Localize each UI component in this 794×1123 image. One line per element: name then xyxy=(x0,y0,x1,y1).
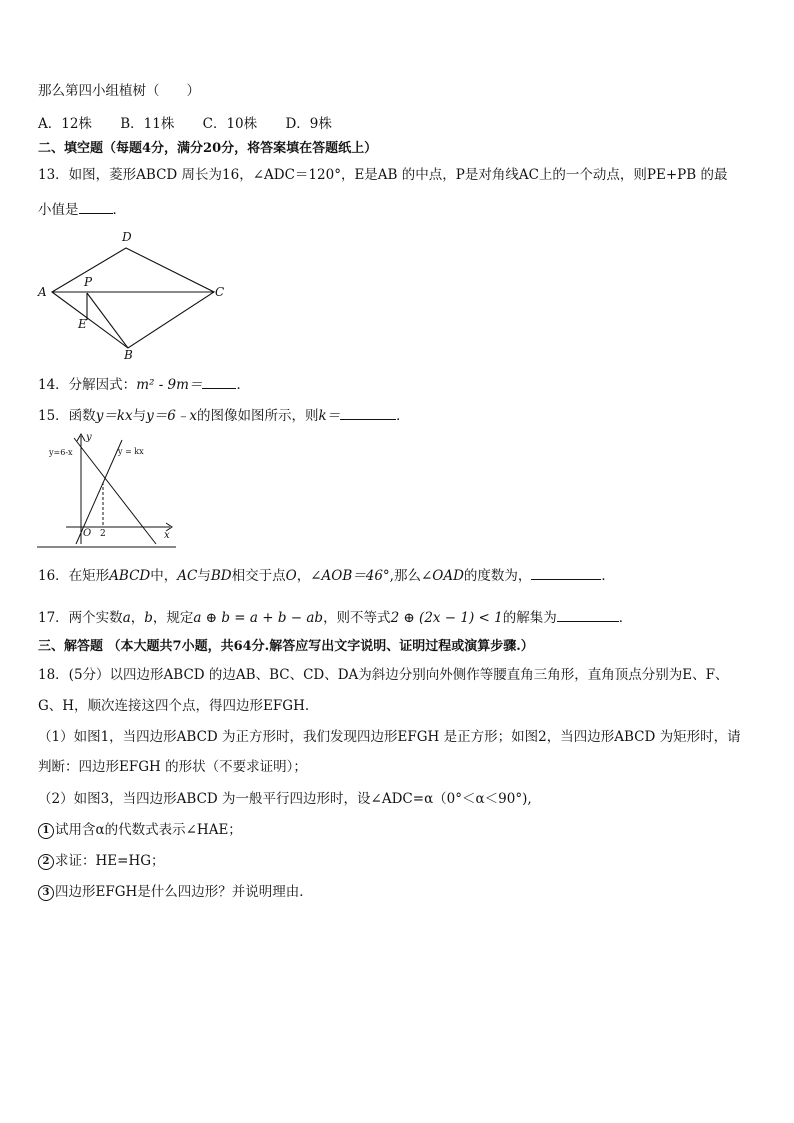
circled-number-1: 1 xyxy=(38,823,54,839)
q16-mid5: ,那么 xyxy=(389,568,421,584)
q18-sub1 xyxy=(38,821,242,839)
q18-line2: G、H，顺次连接这四个点，得四边形EFGH. xyxy=(38,698,310,714)
q16-bd: BD xyxy=(210,568,232,584)
q16-ac: AC xyxy=(177,568,198,584)
q15-function-1: y＝kx xyxy=(95,408,133,424)
q17 xyxy=(38,608,632,627)
q17-answer-blank xyxy=(557,608,619,622)
label-a: A xyxy=(38,285,47,299)
q16-angle2: ∠OAD xyxy=(420,568,464,584)
q17-mid2: ，则不等式 xyxy=(323,610,391,626)
label-p: P xyxy=(84,275,93,289)
section3-title: 三、解答题 （本大题共7小题，共64分.解答应写出文字说明、证明过程或演算步骤.） xyxy=(38,639,534,654)
label-b: B xyxy=(124,348,133,362)
q18-line1: 18．(5分）以四边形ABCD 的边AB、BC、CD、DA为斜边分别向外侧作等腰直角三角形，直角顶点分别为E、F、 xyxy=(38,667,729,683)
q14-answer-blank xyxy=(202,375,236,389)
q12-option-c: C．10株 xyxy=(202,116,258,132)
q13-answer-blank xyxy=(79,200,113,214)
q18-sub3 xyxy=(38,883,313,901)
q17-prefix: 17．两个实数 xyxy=(38,610,123,626)
q12-stem: 那么第四小组植树（ ） xyxy=(38,83,200,99)
label-origin: O xyxy=(83,528,92,539)
q18-sub1-text: 试用含α的代数式表示∠HAE； xyxy=(55,822,242,838)
q17-mid: ，规定 xyxy=(152,610,194,626)
q16-suffix: ． xyxy=(601,568,615,584)
q16-angle: ∠AOB＝46° xyxy=(310,568,390,584)
q15-function-graph xyxy=(36,430,181,552)
q18-part1-line2: 判断：四边形EFGH 的形状（不要求证明）； xyxy=(38,759,307,775)
q16-rest: 的度数为， xyxy=(463,568,532,584)
q13-rhombus-figure xyxy=(34,228,234,362)
q16-mid4: ， xyxy=(296,568,311,584)
segment-pb xyxy=(87,293,128,348)
q17-rule: a ⊕ b = a + b − ab xyxy=(193,610,324,626)
label-c: C xyxy=(215,285,225,299)
q12-options xyxy=(38,115,332,133)
q12-option-a: A．12株 xyxy=(38,116,92,132)
q15-suffix: ． xyxy=(396,408,410,424)
q15-function-2: y＝6﹣x xyxy=(146,408,197,424)
q16-mid1: 中， xyxy=(150,568,178,584)
q12-option-b: B．11株 xyxy=(120,116,175,132)
q18-part2: （2）如图3，当四边形ABCD 为一般平行四边形时，设∠ADC=α（0°＜α＜90°), xyxy=(38,791,532,807)
circled-number-2: 2 xyxy=(38,854,54,870)
q14-suffix: ． xyxy=(236,377,250,393)
label-y-kx: y = kx xyxy=(118,447,144,456)
q16-prefix: 16．在矩形 xyxy=(38,568,110,584)
q15-answer-blank xyxy=(340,406,396,420)
q15-k: k＝ xyxy=(318,408,341,424)
q13-line2 xyxy=(38,200,126,219)
label-y-axis: y xyxy=(86,432,92,443)
q18-sub3-text: 四边形EFGH是什么四边形？并说明理由． xyxy=(55,884,313,900)
rhombus-outline xyxy=(52,248,214,348)
label-d: D xyxy=(122,230,132,244)
q17-a: a xyxy=(122,610,131,626)
label-tick-2: 2 xyxy=(100,529,106,539)
q14-expression: m² - 9m＝ xyxy=(136,377,203,393)
q17-rest: 的解集为 xyxy=(502,610,557,626)
q16 xyxy=(38,566,615,585)
q17-comma: ， xyxy=(130,610,145,626)
q16-mid3: 相交于点 xyxy=(231,568,286,584)
q15 xyxy=(38,406,410,425)
q14 xyxy=(38,375,250,394)
q15-rest: 的图像如图所示，则 xyxy=(196,408,319,424)
q13-suffix: ． xyxy=(112,202,126,218)
q17-inequality: 2 ⊕ (2x − 1) < 1 xyxy=(390,610,503,626)
q16-mid2: 与 xyxy=(197,568,211,584)
q15-prefix: 15．函数 xyxy=(38,408,96,424)
q18-part1-line1: （1）如图1，当四边形ABCD 为正方形时，我们发现四边形EFGH 是正方形；如图2，当四边形ABCD 为矩形时，请 xyxy=(38,729,741,745)
q18-sub2 xyxy=(38,852,165,870)
q16-answer-blank xyxy=(531,566,601,580)
label-x-axis: x xyxy=(164,530,170,541)
section2-title: 二、填空题（每题4分，满分20分，将答案填在答题纸上） xyxy=(38,141,378,156)
q15-mid: 与 xyxy=(132,408,147,424)
circled-number-3: 3 xyxy=(38,885,54,901)
q14-prefix: 14．分解因式： xyxy=(38,377,137,393)
q17-b: b xyxy=(144,610,153,626)
q17-suffix: ． xyxy=(618,610,633,626)
label-y-6-x: y=6-x xyxy=(49,448,73,457)
q16-o: O xyxy=(285,568,297,584)
q13-prefix: 小值是 xyxy=(38,202,79,218)
q16-rect: ABCD xyxy=(109,568,151,584)
q13-line1: 13．如图，菱形ABCD 周长为16，∠ADC＝120°，E是AB 的中点，P是对角线AC上的一个动点，则PE+PB 的最 xyxy=(38,167,728,183)
label-e: E xyxy=(78,317,87,331)
q12-option-d: D．9株 xyxy=(285,116,332,132)
q18-sub2-text: 求证：HE=HG； xyxy=(55,853,165,869)
